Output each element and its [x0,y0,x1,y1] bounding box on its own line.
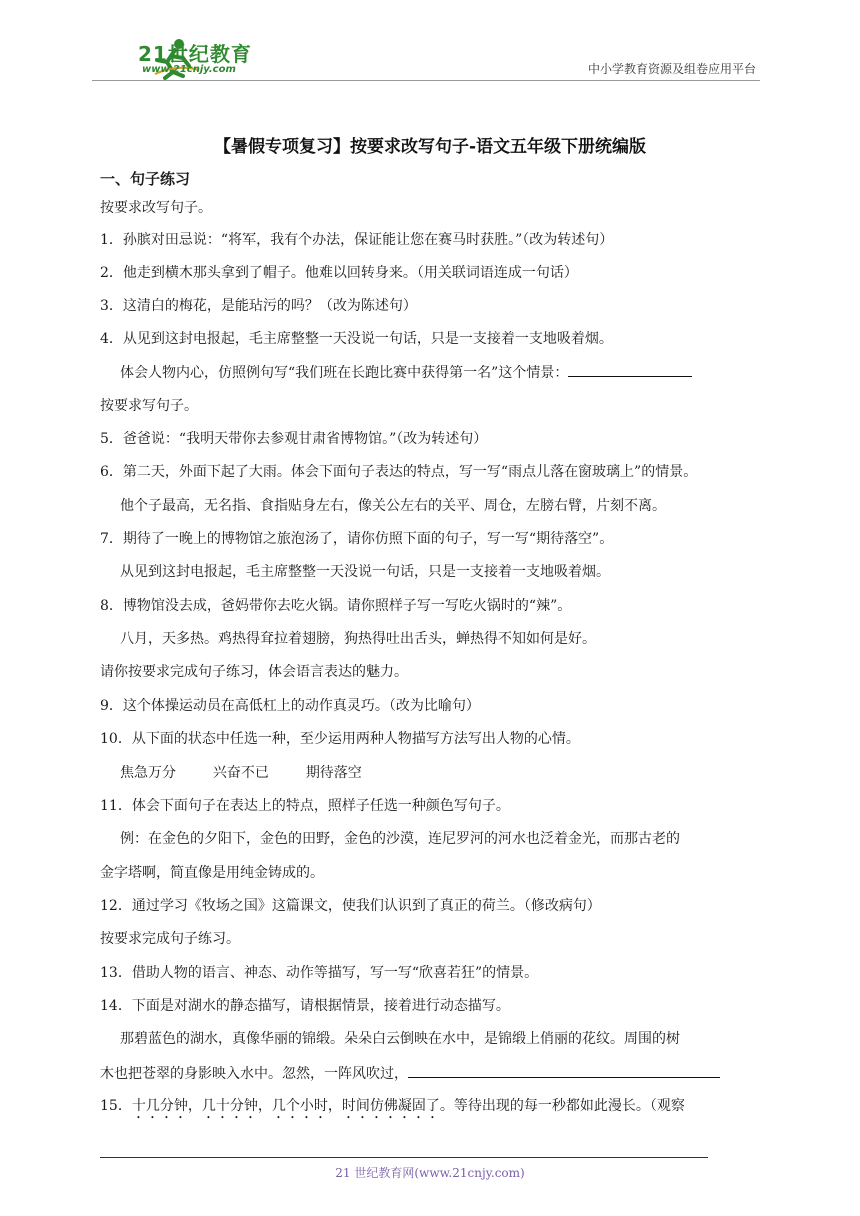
state-option: 兴奋不已 [212,765,269,781]
answer-blank[interactable] [408,1063,720,1078]
instruction: 按要求改写句子。 [100,200,212,216]
question-4-prompt-text: 体会人物内心，仿照例句写“我们班在长跑比赛中获得第一名”这个情景： [120,365,569,381]
question-7: 7．期待了一晚上的博物馆之旅泡汤了，请你仿照下面的句子，写一写“期待落空”。 [100,531,614,547]
question-3: 3．这清白的梅花，是能玷污的吗？（改为陈述句） [100,298,417,314]
platform-name: 中小学教育资源及组卷应用平台 [587,62,756,76]
example-sentence-cont: 金字塔啊，简直像是用纯金铸成的。 [100,865,324,881]
question-4-prompt [120,362,764,383]
answer-blank[interactable] [568,362,692,377]
question-10: 10．从下面的状态中任选一种，至少运用两种人物描写方法写出人物的心情。 [100,731,580,747]
lake-description-text: 木也把苍翠的身影映入水中。忽然，一阵风吹过， [100,1066,408,1082]
question-15-text: 等待出现的每一秒都如此漫长。（观察 [453,1098,685,1114]
instruction: 请你按要求完成句子练习，体会语言表达的魅力。 [100,664,408,680]
section-title: 一、句子练习 [100,170,191,188]
instruction: 按要求写句子。 [100,398,198,414]
question-number: 15． [100,1098,132,1114]
dotted-text: 十几分钟，几十分钟，几个小时，时间仿佛凝固了。 [131,1098,454,1114]
example-sentence: 例：在金色的夕阳下，金色的田野，金色的沙漠，连尼罗河的河水也泛着金光，而那古老的 [120,831,680,847]
question-12: 12．通过学习《牧场之国》这篇课文，使我们认识到了真正的荷兰。（修改病句） [100,898,601,914]
instruction: 按要求完成句子练习。 [100,931,240,947]
logo-text: 21世纪教育 [138,42,252,66]
lake-description-cont [100,1063,764,1084]
question-6: 6．第二天，外面下起了大雨。体会下面句子表达的特点，写一写“雨点儿落在窗玻璃上”的情景。 [100,464,698,480]
lake-description: 那碧蓝色的湖水，真像华丽的锦缎。朵朵白云倒映在水中，是锦缎上俏丽的花纹。周围的树 [120,1031,680,1047]
example-sentence: 从见到这封电报起，毛主席整整一天没说一句话，只是一支接着一支地吸着烟。 [120,564,610,580]
question-14: 14．下面是对湖水的静态描写，请根据情景，接着进行动态描写。 [100,998,510,1014]
question-1: 1．孙膑对田忌说：“将军，我有个办法，保证能让您在赛马时获胜。”（改为转述句） [100,232,614,248]
footer-text: 21 世纪教育网(www.21cnjy.com) [335,1166,525,1180]
example-sentence: 他个子最高，无名指、食指贴身左右，像关公左右的关平、周仓，左膀右臂，片刻不离。 [120,498,666,514]
question-2: 2．他走到横木那头拿到了帽子。他难以回转身来。（用关联词语连成一句话） [100,265,578,281]
question-13: 13．借助人物的语言、神态、动作等描写，写一写“欣喜若狂”的情景。 [100,965,539,981]
question-5: 5．爸爸说：“我明天带你去参观甘肃省博物馆。”（改为转述句） [100,431,488,447]
header-divider [92,80,760,81]
question-9: 9．这个体操运动员在高低杠上的动作真灵巧。（改为比喻句） [100,698,480,714]
state-options [120,763,764,783]
question-11: 11．体会下面句子在表达上的特点，照样子任选一种颜色写句子。 [100,798,510,814]
question-15 [100,1096,764,1122]
footer-divider [100,1157,708,1158]
state-option: 焦急万分 [120,765,176,781]
state-option: 期待落空 [305,765,362,781]
example-sentence: 八月，天多热。鸡热得耷拉着翅膀，狗热得吐出舌头，蝉热得不知如何是好。 [120,631,596,647]
question-4: 4．从见到这封电报起，毛主席整整一天没说一句话，只是一支接着一支地吸着烟。 [100,331,613,347]
document-title: 【暑假专项复习】按要求改写句子-语文五年级下册统编版 [213,137,647,157]
logo-url: www.21cnjy.com [142,64,236,75]
question-8: 8．博物馆没去成，爸妈带你去吃火锅。请你照样子写一写吃火锅时的“辣”。 [100,598,572,614]
page-header [92,36,760,82]
